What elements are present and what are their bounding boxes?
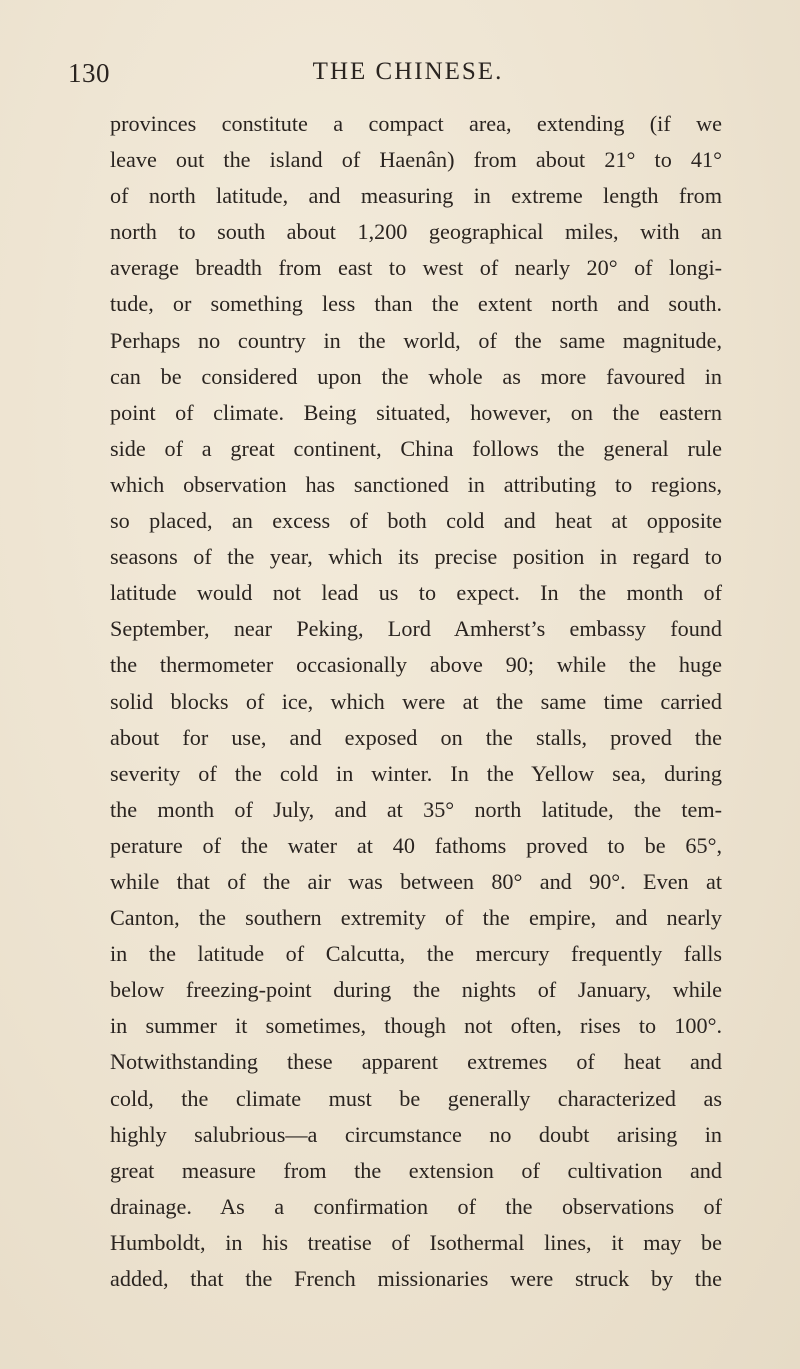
text-line: in summer it sometimes, though not often, rises to 100°. bbox=[110, 1013, 722, 1039]
text-line: September, near Peking, Lord Amherst’s embassy found bbox=[110, 616, 722, 642]
text-line: can be considered upon the whole as more favoured in bbox=[110, 363, 722, 389]
text-line: leave out the island of Haenân) from about 21° to 41° bbox=[110, 147, 722, 173]
text-line: solid blocks of ice, which were at the same time carried bbox=[110, 688, 722, 714]
text-line: of north latitude, and measuring in extreme length from bbox=[110, 183, 722, 209]
text-line: about for use, and exposed on the stalls, proved the bbox=[110, 724, 722, 750]
text-line: in the latitude of Calcutta, the mercury frequently falls bbox=[110, 941, 722, 967]
text-line: cold, the climate must be generally characterized as bbox=[110, 1085, 722, 1111]
text-line: north to south about 1,200 geographical miles, with an bbox=[110, 219, 722, 245]
text-line: the thermometer occasionally above 90; while the huge bbox=[110, 652, 722, 678]
text-line: great measure from the extension of cultivation and bbox=[110, 1157, 722, 1183]
text-line: Perhaps no country in the world, of the same magnitude, bbox=[110, 327, 722, 353]
text-line: point of climate. Being situated, however, on the eastern bbox=[110, 399, 722, 425]
text-line: Canton, the southern extremity of the empire, and nearly bbox=[110, 905, 722, 931]
text-line: tude, or something less than the extent north and south. bbox=[110, 291, 722, 317]
text-line: while that of the air was between 80° and 90°. Even at bbox=[110, 868, 722, 894]
text-line: latitude would not lead us to expect. In the month of bbox=[110, 580, 722, 606]
text-line: provinces constitute a compact area, extending (if we bbox=[110, 111, 722, 136]
text-line: below freezing-point during the nights of January, while bbox=[110, 977, 722, 1003]
text-line: Humboldt, in his treatise of Isothermal lines, it may be bbox=[110, 1229, 722, 1255]
page-number: 130 bbox=[68, 58, 110, 88]
text-line: seasons of the year, which its precise position in regard to bbox=[110, 544, 722, 570]
text-line: so placed, an excess of both cold and heat at opposite bbox=[110, 508, 722, 534]
text-line: side of a great continent, China follows the general rule bbox=[110, 435, 722, 461]
text-line: highly salubrious—a circumstance no doubt arising in bbox=[110, 1121, 722, 1147]
text-line: drainage. As a confirmation of the observations of bbox=[110, 1193, 722, 1219]
text-line: average breadth from east to west of nearly 20° of longi- bbox=[110, 255, 722, 281]
running-head bbox=[68, 58, 728, 90]
text-line: severity of the cold in winter. In the Yellow sea, during bbox=[110, 760, 722, 786]
body-paragraph bbox=[110, 106, 722, 1297]
text-line: perature of the water at 40 fathoms proved to be 65°, bbox=[110, 832, 722, 858]
running-title: THE CHINESE. bbox=[312, 58, 504, 85]
text-line: which observation has sanctioned in attributing to regions, bbox=[110, 471, 722, 497]
text-line: the month of July, and at 35° north latitude, the tem- bbox=[110, 796, 722, 822]
text-line: added, that the French missionaries were struck by the bbox=[110, 1266, 722, 1291]
text-line: Notwithstanding these apparent extremes of heat and bbox=[110, 1049, 722, 1075]
